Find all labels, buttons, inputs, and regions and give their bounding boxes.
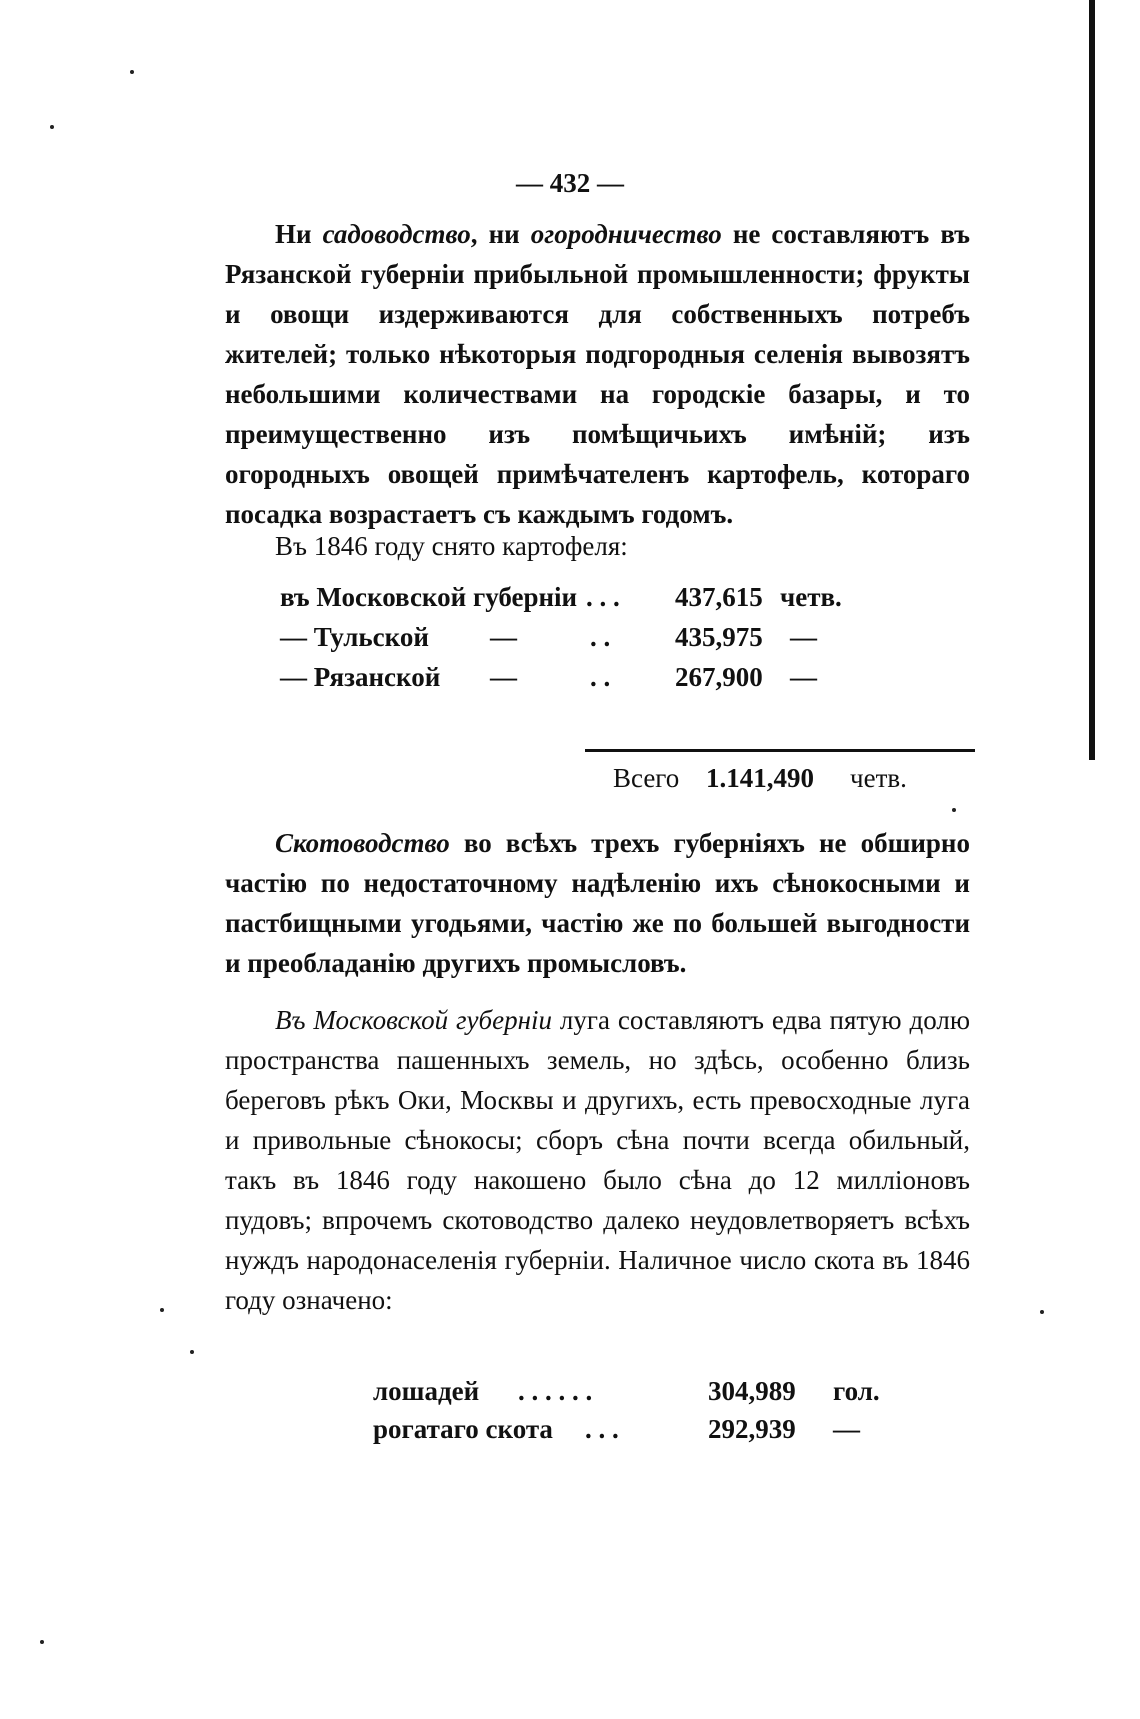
potato-intro [225,526,970,566]
scan-speck [40,1640,44,1644]
para1-text-b: , ни [470,219,531,249]
livestock-dots: . . . [585,1414,619,1444]
row-unit: четв. [780,582,842,612]
row-unit: — [790,662,817,692]
para3-emphasis: Въ Московской губерніи [275,1005,552,1035]
scan-speck [160,1308,164,1312]
livestock-unit: гол. [833,1376,880,1406]
total-label: Всего [613,763,680,793]
livestock-label: лошадей [373,1376,480,1406]
row-dash: — [490,622,517,652]
total-value: 1.141,490 [706,763,814,793]
scan-speck [952,808,956,812]
para1-text-a: Ни [275,219,323,249]
scan-speck [1040,1310,1044,1314]
para1-emphasis-vegetable: огородничество [530,219,722,249]
row-region: — Тульской [280,622,429,652]
page-edge-shadow [1089,0,1095,760]
livestock-value: 292,939 [708,1414,796,1444]
livestock-label: рогатаго скота [373,1414,553,1444]
potato-intro-text: Въ 1846 году снято картофеля: [275,531,628,561]
livestock-value: 304,989 [708,1376,796,1406]
sum-rule [585,749,975,752]
scan-speck [130,70,134,74]
row-region: — Рязанской [280,662,441,692]
row-dots: . . [590,662,611,692]
livestock-dots: . . . . . . [518,1376,593,1406]
scan-speck [50,125,54,129]
livestock-row [373,1414,553,1445]
paragraph-moscow-meadows [225,1000,970,1320]
row-region: въ Московской губерніи [280,582,578,612]
livestock-row [373,1376,479,1407]
row-value: 437,615 [675,582,763,612]
row-dash: — [490,662,517,692]
row-value: 267,900 [675,662,763,692]
livestock-unit: — [833,1414,860,1444]
para1-text-rest: въ Рязанской губерніи прибыльной промышленности; фрукты и овощи издерживаются для собственныхъ потребъ жителей; только нѣкоторыя подгородныя селенія вывозятъ небольшими количествами на городскіе базары, и то преимущественно изъ помѣщичьихъ имѣній; изъ огородныхъ овощей примѣчателенъ картофель, котораго посадка возрастаетъ съ каждымъ годомъ. [225,219,970,529]
total-unit: четв. [850,763,907,793]
para1-emphasis-gardening: садоводство [322,219,471,249]
row-value: 435,975 [675,622,763,652]
row-unit: — [790,622,817,652]
para1-text-c: не составляютъ [721,219,930,249]
scan-speck [190,1350,194,1354]
row-dots: . . . [586,582,620,612]
paragraph-gardening [225,214,970,534]
page-number: — 432 — [516,168,624,198]
paragraph-livestock-breeding [225,823,970,983]
para2-text: во всѣхъ трехъ губерніяхъ не обширно частію по недостаточному надѣленію ихъ сѣнокосными и пастбищными угодьями, частію же по большей выгодности и преобладанію другихъ промысловъ. [225,828,970,978]
para3-text: луга составляютъ едва пятую долю пространства пашенныхъ земель, но здѣсь, особенно близь береговъ рѣкъ Оки, Москвы и другихъ, есть превосходные луга и привольные сѣнокосы; сборъ сѣна почти всегда обильный, такъ въ 1846 году накошено было сѣна до 12 милліоновъ пудовъ; впрочемъ скотоводство далеко неудовлетворяетъ всѣхъ нуждъ народонаселенія губерніи. Наличное число скота въ 1846 году означено: [225,1005,970,1315]
para2-emphasis: Скотоводство [275,828,450,858]
row-dots: . . [590,622,611,652]
